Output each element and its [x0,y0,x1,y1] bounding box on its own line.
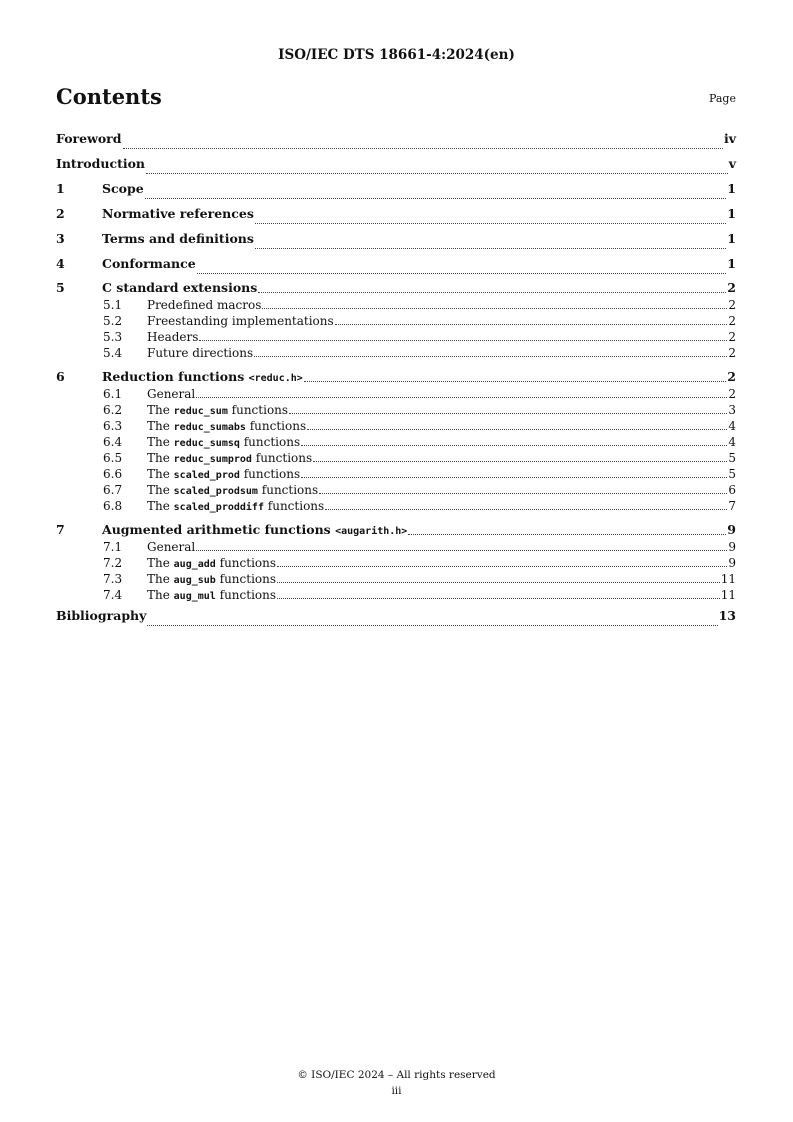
copyright-notice: © ISO/IEC 2024 – All rights reserved [297,1069,496,1081]
toc-title [147,587,276,605]
toc-subentry-6-4[interactable] [56,434,736,450]
toc-title-post: functions [239,467,301,481]
toc-number: 6.4 [103,435,123,449]
toc-title-code: aug_add [173,559,216,570]
dot-leader [123,147,723,149]
toc-title-code: aug_mul [173,591,216,602]
toc-title-text: Reduction functions [102,369,249,384]
toc-page: 11 [720,588,736,602]
toc-subentry-6-5[interactable] [56,450,736,466]
toc-number: 5.3 [103,330,123,344]
toc-page: 9 [728,556,736,570]
toc-title-pre: The [147,419,174,433]
toc-title-pre: The [147,556,174,570]
toc-page: 2 [727,280,736,295]
toc-number: 5.1 [103,298,123,312]
toc-number: 7 [56,522,65,537]
toc-title-pre: The [147,588,174,602]
toc-number: 3 [56,231,65,246]
toc-title: Bibliography [56,608,147,623]
toc-page: 9 [728,540,736,554]
toc-entry-c-standard-extensions[interactable] [56,278,736,297]
toc-title-code: reduc_sumprod [173,454,252,465]
toc-entry-bibliography[interactable] [56,605,736,630]
toc-entry-augmented-arithmetic[interactable] [56,520,736,539]
dot-leader [289,412,727,414]
toc-title: Normative references [102,206,254,221]
page-number: iii [391,1085,402,1097]
toc-subentry-5-3[interactable] [56,329,736,345]
toc-title-post: functions [245,419,307,433]
toc-title-code: scaled_prodsum [173,486,258,497]
dot-leader [145,197,727,199]
toc-number: 1 [56,181,65,196]
toc-title-text: Augmented arithmetic functions [102,522,336,537]
toc-title-post: functions [215,556,277,570]
toc-title-pre: The [147,451,174,465]
toc-title-code: <augarith.h> [335,526,408,537]
toc-number: 6.1 [103,387,123,401]
toc-page: 1 [727,206,736,221]
toc-title: Future directions [147,346,254,360]
toc-number: 5.2 [103,314,123,328]
dot-leader [197,272,727,274]
toc-page: 9 [727,522,736,537]
dot-leader [277,597,720,599]
dot-leader [146,172,728,174]
toc-subentry-6-8[interactable] [56,498,736,514]
toc-entry-normative-references[interactable] [56,203,736,228]
toc-entry-foreword[interactable] [56,128,736,153]
toc-number: 4 [56,256,65,271]
dot-leader [196,396,727,398]
toc-title: C standard extensions [102,280,258,295]
toc-title-post: functions [239,435,301,449]
toc-title-code: aug_sub [173,575,216,586]
toc-title: Headers [147,330,199,344]
toc-subentry-6-1[interactable] [56,386,736,402]
toc-title: Terms and definitions [102,231,254,246]
dot-leader [325,508,727,510]
toc-page: 13 [718,608,736,623]
toc-entry-introduction[interactable] [56,153,736,178]
toc-number: 6 [56,369,65,384]
toc-page: 2 [728,346,736,360]
toc-title: Freestanding implementations [147,314,334,328]
toc-page: 7 [728,499,736,513]
toc-number: 6.2 [103,403,123,417]
toc-subentry-5-1[interactable] [56,297,736,313]
toc-title: Conformance [102,256,196,271]
toc-title-code: <reduc.h> [248,373,303,384]
toc-title-pre: The [147,467,174,481]
toc-title: Scope [102,181,144,196]
toc-title-pre: The [147,435,174,449]
toc-title: General [147,540,196,554]
dot-leader [255,247,726,249]
toc-number: 6.6 [103,467,123,481]
toc-title: Foreword [56,131,122,146]
toc-title-pre: The [147,499,174,513]
toc-title: Introduction [56,156,146,171]
toc-page: 4 [728,419,736,433]
toc-title: Predefined macros [147,298,262,312]
toc-title-pre: The [147,403,174,417]
dot-leader [258,291,726,293]
toc-number: 2 [56,206,65,221]
toc-page: iv [723,131,736,146]
toc-entry-terms[interactable] [56,228,736,253]
toc-page: 2 [728,298,736,312]
dot-leader [254,355,727,357]
toc-subentry-7-4[interactable] [56,587,736,603]
table-of-contents [56,128,736,630]
toc-title [102,521,407,541]
toc-title-post: functions [263,499,325,513]
dot-leader [199,339,727,341]
toc-number: 6.5 [103,451,123,465]
toc-page: 5 [728,467,736,481]
toc-page: 1 [727,231,736,246]
toc-page: 2 [728,330,736,344]
toc-entry-reduction-functions[interactable] [56,367,736,386]
toc-title-post: functions [257,483,319,497]
toc-subentry-6-7[interactable] [56,482,736,498]
toc-page: 2 [728,387,736,401]
dot-leader [319,492,727,494]
toc-subentry-6-2[interactable] [56,402,736,418]
toc-page: 2 [727,369,736,384]
toc-page: 6 [728,483,736,497]
dot-leader [335,323,728,325]
toc-page: 5 [728,451,736,465]
toc-number: 7.3 [103,572,123,586]
toc-number: 7.2 [103,556,123,570]
toc-title: General [147,387,196,401]
toc-title-post: functions [215,572,277,586]
toc-page: 1 [727,256,736,271]
dot-leader [313,460,727,462]
toc-subentry-7-3[interactable] [56,571,736,587]
toc-subentry-6-6[interactable] [56,466,736,482]
toc-number: 5 [56,280,65,295]
toc-title-post: functions [251,451,313,465]
toc-title-post: functions [227,403,289,417]
dot-leader [255,222,726,224]
toc-title-code: scaled_prod [173,470,240,481]
toc-page: 3 [728,403,736,417]
contents-heading: Contents [56,84,162,109]
toc-page: 11 [720,572,736,586]
toc-number: 5.4 [103,346,123,360]
dot-leader [277,565,727,567]
toc-subentry-7-2[interactable] [56,555,736,571]
document-id-header: ISO/IEC DTS 18661-4:2024(en) [278,47,515,63]
page-footer [0,1067,793,1099]
toc-number: 6.8 [103,499,123,513]
toc-subentry-5-4[interactable] [56,345,736,361]
toc-page: 2 [728,314,736,328]
toc-title-pre: The [147,572,174,586]
toc-title-code: reduc_sum [173,406,228,417]
toc-title [147,498,324,516]
toc-subentry-6-3[interactable] [56,418,736,434]
toc-page: v [728,156,736,171]
toc-number: 6.7 [103,483,123,497]
toc-title-code: reduc_sumsq [173,438,240,449]
toc-number: 6.3 [103,419,123,433]
dot-leader [147,624,717,626]
dot-leader [408,533,726,535]
toc-entry-scope[interactable] [56,178,736,203]
toc-number: 7.4 [103,588,123,602]
dot-leader [301,476,727,478]
toc-title-code: reduc_sumabs [173,422,246,433]
dot-leader [196,549,727,551]
toc-page: 4 [728,435,736,449]
toc-number: 7.1 [103,540,123,554]
toc-subentry-7-1[interactable] [56,539,736,555]
toc-title-pre: The [147,483,174,497]
dot-leader [307,428,727,430]
dot-leader [301,444,727,446]
dot-leader [304,380,727,382]
dot-leader [277,581,720,583]
toc-title-post: functions [215,588,277,602]
toc-entry-conformance[interactable] [56,253,736,278]
toc-page: 1 [727,181,736,196]
page-column-label: Page [708,92,736,105]
toc-subentry-5-2[interactable] [56,313,736,329]
toc-title-code: scaled_proddiff [173,502,264,513]
dot-leader [262,307,727,309]
toc-title [102,368,303,388]
